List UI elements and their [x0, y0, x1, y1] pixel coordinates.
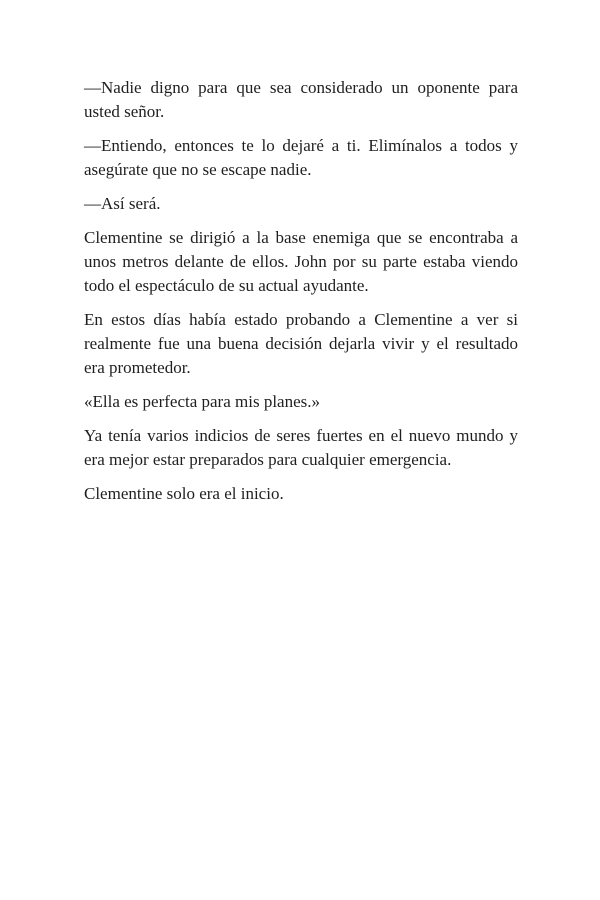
- paragraph-narration-3: Ya tenía varios indicios de seres fuertes en el nuevo mundo y era mejor estar preparados para cualquier emergencia.: [84, 426, 518, 469]
- paragraph-thought: «Ella es perfecta para mis planes.»: [84, 392, 321, 411]
- paragraph-narration-1: Clementine se dirigió a la base enemiga que se encontraba a unos metros delante de ellos. John por su parte estaba viendo todo el espectáculo de su actual ayudante.: [84, 228, 518, 295]
- paragraph-dialogue-2: —Entiendo, entonces te lo dejaré a ti. Elimínalos a todos y asegúrate que no se escape nadie.: [84, 136, 518, 179]
- page-body: [84, 76, 518, 506]
- paragraph-dialogue-3: —Así será.: [84, 194, 161, 213]
- paragraph-narration-2: En estos días había estado probando a Clementine a ver si realmente fue una buena decisión dejarla vivir y el resultado era prometedor.: [84, 310, 518, 377]
- paragraph-dialogue-1: —Nadie digno para que sea considerado un oponente para usted señor.: [84, 78, 518, 121]
- paragraph-narration-4: Clementine solo era el inicio.: [84, 484, 284, 503]
